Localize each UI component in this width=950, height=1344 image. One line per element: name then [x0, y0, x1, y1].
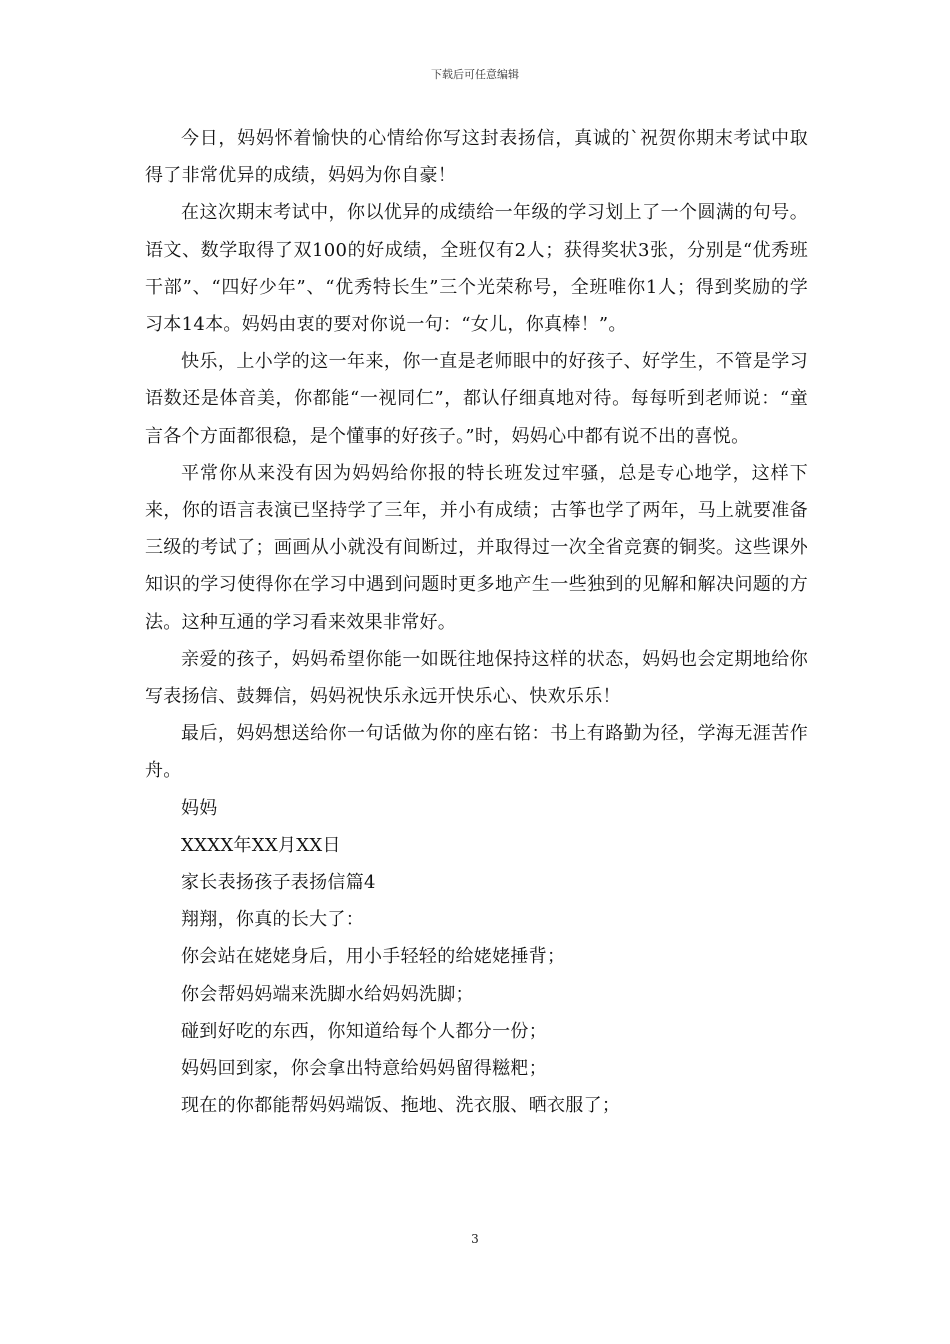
- text-line: 现在的你都能帮妈妈端饭、拖地、洗衣服、晒衣服了；: [181, 1095, 621, 1117]
- text-line: 你会帮妈妈端来洗脚水给妈妈洗脚；: [181, 983, 474, 1005]
- paragraph-3: 快乐，上小学的这一年来，你一直是老师眼中的好孩子、好学生，不管是学习语数还是体音美，你都能“一视同仁”，都认仔细真地对待。每每听到老师说：“童言各个方面都很稳，是个懂事的好孩子。”时，妈妈心中都有说不出的喜悦。: [145, 351, 808, 447]
- paragraph-6: 最后，妈妈想送给你一句话做为你的座右铭：书上有路勤为径，学海无涯苦作舟。: [145, 723, 808, 782]
- text-line: 妈妈回到家，你会拿出特意给妈妈留得糍粑；: [181, 1058, 547, 1080]
- text-line: 你会站在姥姥身后，用小手轻轻的给姥姥捶背；: [181, 946, 566, 968]
- document-body: [145, 120, 808, 1124]
- date-line: XXXX年XX月XX日: [181, 834, 341, 856]
- page-header: 下载后可任意编辑: [431, 68, 519, 81]
- paragraph-2: 在这次期末考试中，你以优异的成绩给一年级的学习划上了一个圆满的句号。语文、数学取得了双100的好成绩，全班仅有2人；获得奖状3张，分别是“优秀班干部”、“四好少年”、“优秀特长生”三个光荣称号，全班唯你1人；得到奖励的学习本14本。妈妈由衷的要对你说一句：“女儿，你真棒！”。: [145, 202, 808, 336]
- greeting: 翔翔，你真的长大了：: [181, 909, 364, 931]
- text-line: 碰到好吃的东西，你知道给每个人都分一份；: [181, 1020, 547, 1042]
- section-title: 家长表扬孩子表扬信篇4: [181, 872, 376, 894]
- paragraph-1: 今日，妈妈怀着愉快的心情给你写这封表扬信，真诚的`祝贺你期末考试中取得了非常优异的成绩，妈妈为你自豪！: [145, 128, 808, 187]
- page-number: 3: [471, 1232, 479, 1246]
- paragraph-4: 平常你从来没有因为妈妈给你报的特长班发过牢骚，总是专心地学，这样下来，你的语言表演已坚持学了三年，并小有成绩；古筝也学了两年，马上就要准备三级的考试了；画画从小就没有间断过，并取得过一次全省竞赛的铜奖。这些课外知识的学习使得你在学习中遇到问题时更多地产生一些独到的见解和解决问题的方法。这种互通的学习看来效果非常好。: [145, 462, 808, 633]
- paragraph-5: 亲爱的孩子，妈妈希望你能一如既往地保持这样的状态，妈妈也会定期地给你写表扬信、鼓舞信，妈妈祝快乐永远开快乐心、快欢乐乐！: [145, 648, 808, 708]
- signature: 妈妈: [181, 797, 218, 819]
